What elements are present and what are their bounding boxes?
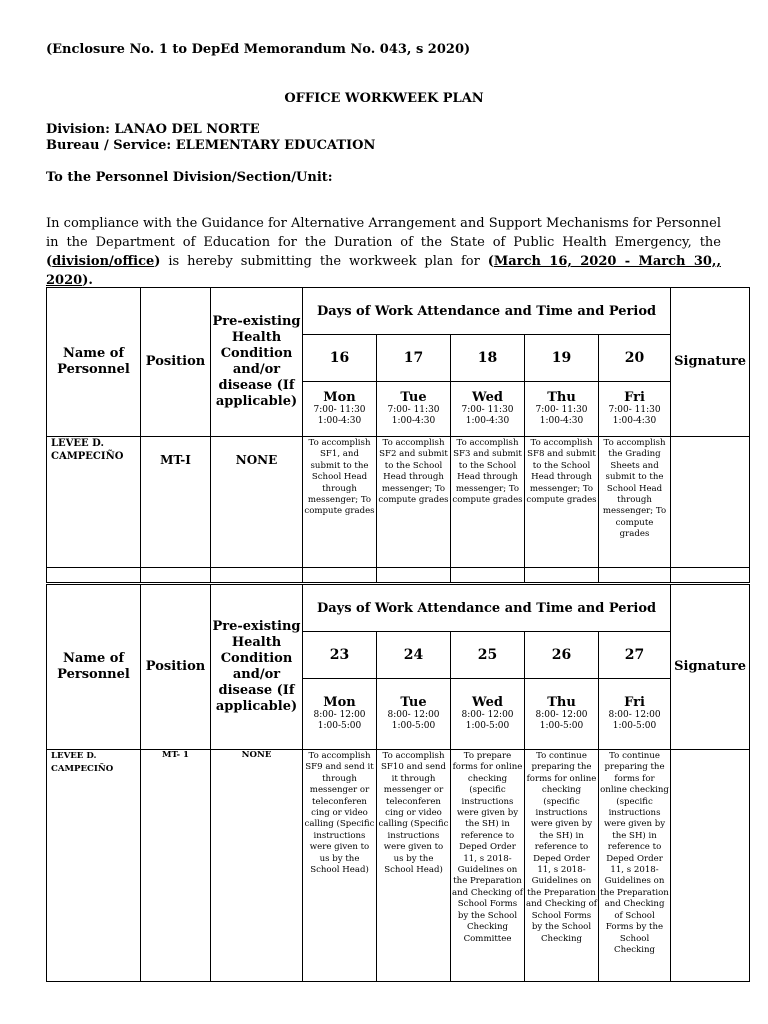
enclosure-line: (Enclosure No. 1 to DepEd Memorandum No. 043, s 2020) [46,42,471,57]
empty-cell [303,568,377,583]
day-schedule [303,679,377,750]
empty-cell [211,568,303,583]
time-pm: 1:00-4:30 [391,416,436,426]
day-number: 17 [377,335,451,382]
bureau-line: Bureau / Service: ELEMENTARY EDUCATION [46,138,376,153]
day-number: 27 [599,632,671,679]
day-name: Thu [547,390,576,405]
day-schedule [525,679,599,750]
task-cell: To accomplish SF1, and submit to the School Head through messenger; To compute grades [303,437,377,568]
time-pm: 1:00-4:30 [539,416,584,426]
day-number: 16 [303,335,377,382]
plan-period: March 16, 2020 - March 30,, 2020 [46,254,721,288]
day-number: 18 [451,335,525,382]
table-row [47,750,750,982]
day-schedule [451,382,525,437]
para-text-b: is hereby submitting the workweek plan for [160,254,488,269]
time-am: 7:00- 11:30 [313,405,366,415]
time-am: 7:00- 11:30 [461,405,514,415]
compliance-paragraph [46,214,721,290]
workweek-table-week1 [46,287,750,583]
time-am: 7:00- 11:30 [387,405,440,415]
day-number: 24 [377,632,451,679]
name-first: LEVEE D. [51,751,97,761]
day-name: Fri [624,390,645,405]
time-am: 7:00- 11:30 [535,405,588,415]
name-first: LEVEE D. [51,438,104,449]
col-signature-header: Signature [671,585,750,750]
position-cell [141,437,211,568]
time-am: 8:00- 12:00 [608,710,661,720]
para-text-a: In compliance with the Guidance for Alternative Arrangement and Support Mechanisms for Personnel in the Department of Education for the Duration of the State of Public Health Emergency, the [46,216,721,250]
day-name: Fri [624,695,645,710]
task-cell: To prepare forms for online checking (specific instructions were given by the SH) in reference to Deped Order 11, s 2018- Guidelines on the Preparation and Checking of School Forms by the School Checking Committee [451,750,525,982]
addressee-line: To the Personnel Division/Section/Unit: [46,170,333,185]
time-am: 8:00- 12:00 [461,710,514,720]
period-open: ( [487,254,494,269]
col-condition-header: Pre-existing Health Condition and/or disease (If applicable) [211,288,303,437]
days-header: Days of Work Attendance and Time and Period [303,585,671,632]
col-name-header: Name of Personnel [47,288,141,437]
time-pm: 1:00-4:30 [465,416,510,426]
division-line: Division: LANAO DEL NORTE [46,122,260,137]
name-last: CAMPECIÑO [51,764,114,774]
signature-cell [671,437,750,568]
condition-value: NONE [241,750,272,760]
time-pm: 1:00-5:00 [465,721,510,731]
day-number: 19 [525,335,599,382]
empty-cell [525,568,599,583]
day-name: Tue [400,390,427,405]
personnel-name [47,750,141,982]
col-position-header: Position [141,585,211,750]
position-value: MT- 1 [161,750,190,760]
day-name: Wed [472,695,503,710]
condition-value: NONE [235,453,278,467]
task-cell: To accomplish the Grading Sheets and submit to the School Head through messenger; To compute grades [599,437,671,568]
personnel-name [47,437,141,568]
task-cell: To continue preparing the forms for online checking (specific instructions were given by the SH) in reference to Deped Order 11, s 2018- Guidelines on the Preparation and Checking of School Forms by the School Checking [599,750,671,982]
signature-cell [671,750,750,982]
para-paren-open: ( [46,254,53,269]
col-condition-header: Pre-existing Health Condition and/or disease (If applicable) [211,585,303,750]
name-last: CAMPECIÑO [51,451,124,462]
day-name: Thu [547,695,576,710]
day-schedule [525,382,599,437]
empty-cell [377,568,451,583]
day-name: Wed [472,390,503,405]
task-cell: To continue preparing the forms for online checking (specific instructions were given by the SH) in reference to Deped Order 11, s 2018- Guidelines on the Preparation and Checking of School Forms by the School Checking [525,750,599,982]
task-cell: To accomplish SF10 and send it through messenger or teleconferen cing or video calling (Specific instructions were given to us by the School Head) [377,750,451,982]
task-cell: To accomplish SF2 and submit to the School Head through messenger; To compute grades [377,437,451,568]
days-header: Days of Work Attendance and Time and Period [303,288,671,335]
task-cell: To accomplish SF8 and submit to the School Head through messenger; To compute grades [525,437,599,568]
day-number: 26 [525,632,599,679]
time-am: 8:00- 12:00 [387,710,440,720]
col-name-header: Name of Personnel [47,585,141,750]
empty-cell [451,568,525,583]
col-position-header: Position [141,288,211,437]
day-schedule [451,679,525,750]
day-schedule [599,679,671,750]
page-title: OFFICE WORKWEEK PLAN [284,91,484,106]
day-number: 25 [451,632,525,679]
day-number: 20 [599,335,671,382]
para-paren-close: ) [154,254,161,269]
table-row-empty [47,568,750,583]
time-pm: 1:00-5:00 [612,721,657,731]
time-pm: 1:00-4:30 [612,416,657,426]
position-cell [141,750,211,982]
condition-cell [211,437,303,568]
day-schedule [377,382,451,437]
empty-cell [141,568,211,583]
workweek-table-week2 [46,584,750,982]
condition-cell [211,750,303,982]
time-pm: 1:00-4:30 [317,416,362,426]
day-number: 23 [303,632,377,679]
task-cell: To accomplish SF3 and submit to the School Head through messenger; To compute grades [451,437,525,568]
table-row [47,437,750,568]
day-name: Tue [400,695,427,710]
time-am: 8:00- 12:00 [313,710,366,720]
day-schedule [377,679,451,750]
day-name: Mon [323,390,356,405]
empty-cell [47,568,141,583]
time-am: 8:00- 12:00 [535,710,588,720]
col-signature-header: Signature [671,288,750,437]
position-value: MT-I [160,453,191,467]
time-am: 7:00- 11:30 [608,405,661,415]
office-blank: division/office [52,254,155,269]
day-schedule [599,382,671,437]
time-pm: 1:00-5:00 [391,721,436,731]
task-cell: To accomplish SF9 and send it through messenger or teleconferen cing or video calling (Specific instructions were given to us by the School Head) [303,750,377,982]
time-pm: 1:00-5:00 [317,721,362,731]
day-schedule [303,382,377,437]
day-name: Mon [323,695,356,710]
empty-cell [599,568,671,583]
empty-cell [671,568,750,583]
time-pm: 1:00-5:00 [539,721,584,731]
period-close: ). [82,273,93,288]
